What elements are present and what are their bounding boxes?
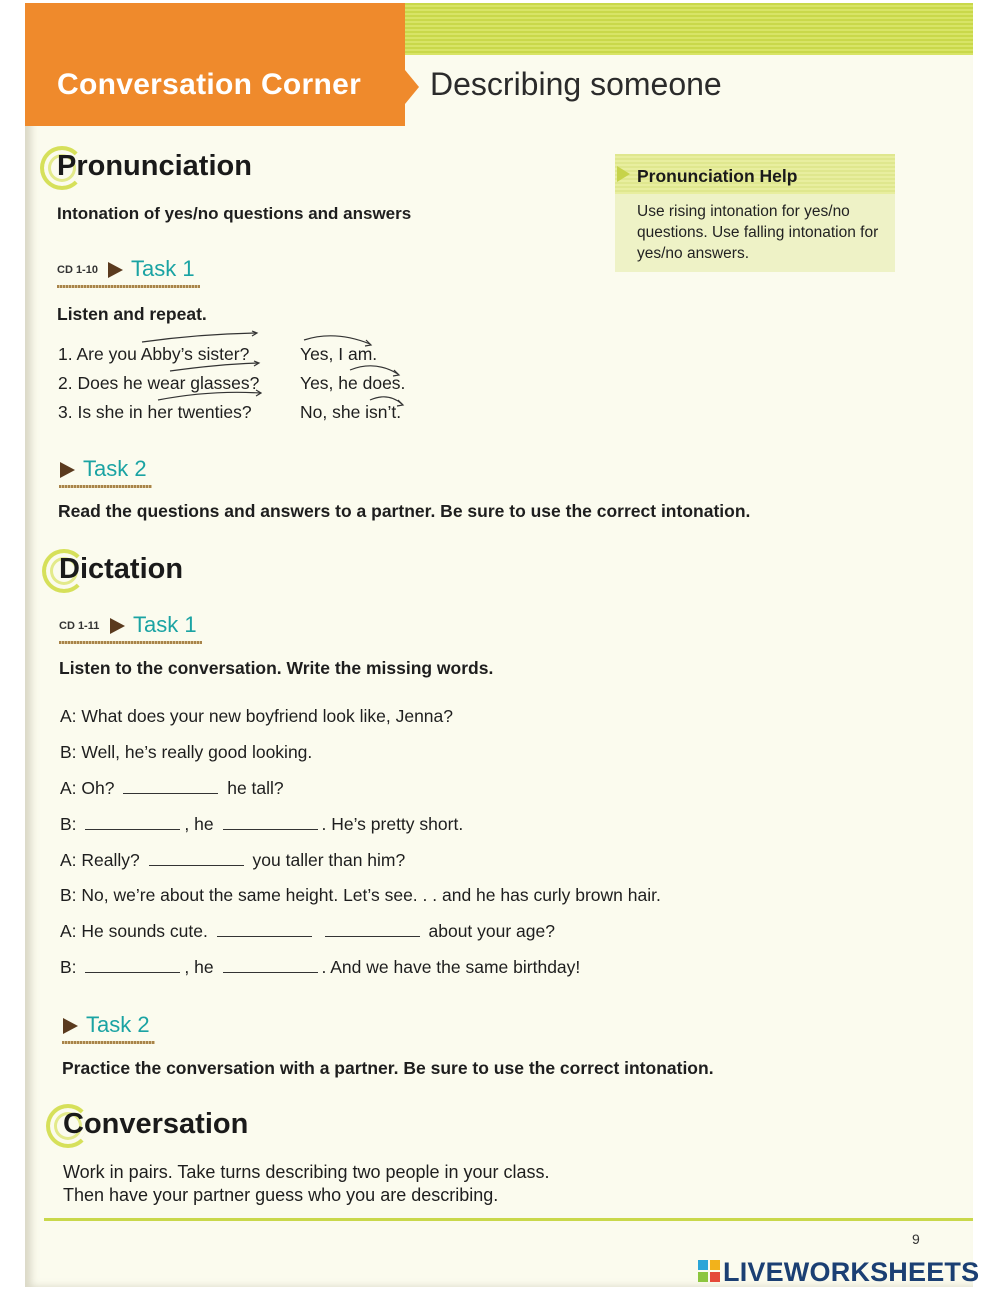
- question-2: 2. Does he wear glasses?: [58, 373, 260, 393]
- logo-grid-icon: [698, 1260, 720, 1282]
- header-arrow-icon: [405, 70, 419, 104]
- intonation-arrows-answers-icon: [300, 330, 410, 420]
- dialogue-line: A: What does your new boyfriend look like, Jenna?: [60, 706, 453, 726]
- liveworksheets-logo: [698, 1256, 994, 1286]
- task-arrow-icon: [60, 462, 75, 478]
- answer-1: Yes, I am.: [300, 344, 378, 364]
- task-arrow-icon: [110, 618, 125, 634]
- answer-blank[interactable]: [325, 922, 420, 937]
- dialogue-text: you taller than him?: [252, 850, 406, 870]
- help-body: Use rising intonation for yes/no questions. Use falling intonation for yes/no answers.: [637, 203, 879, 262]
- page-title: Describing someone: [430, 66, 722, 102]
- dialogue-line: B: No, we’re about the same height. Let’s see. . . and he has curly brown hair.: [60, 885, 661, 905]
- task-2-label: Task 2: [83, 456, 147, 481]
- conversation-line-1: Work in pairs. Take turns describing two people in your class.: [63, 1162, 550, 1182]
- task-2-label: Task 2: [86, 1012, 150, 1037]
- cd-track-label: CD 1-10: [57, 264, 98, 276]
- question-3: 3. Is she in her twenties?: [58, 402, 252, 422]
- dialogue-line: B: Well, he’s really good looking.: [60, 742, 313, 762]
- header-orange-band: [25, 3, 405, 126]
- dialogue-line: [60, 814, 463, 835]
- task-underline: [59, 641, 202, 644]
- brand-name: LIVEWORKSHEETS: [723, 1257, 980, 1287]
- task-instruction: Read the questions and answers to a partner. Be sure to use the correct intonation.: [58, 501, 751, 521]
- dialogue-text: . And we have the same birthday!: [321, 957, 581, 977]
- dialogue-text: A: Oh?: [60, 778, 115, 798]
- answer-2: Yes, he does.: [300, 373, 406, 393]
- answer-blank[interactable]: [123, 779, 218, 794]
- answer-blank[interactable]: [85, 958, 180, 973]
- dialogue-line: [60, 778, 284, 799]
- dialogue-line: [60, 921, 555, 942]
- task-instruction: Practice the conversation with a partner. Be sure to use the correct intonation.: [62, 1058, 714, 1078]
- help-title: Pronunciation Help: [637, 166, 798, 186]
- pronunciation-help-box: [615, 154, 895, 272]
- task-1-label: Task 1: [131, 256, 195, 281]
- conversation-heading: Conversation: [63, 1108, 249, 1140]
- dialogue-text: B:: [60, 814, 77, 834]
- dictation-heading: Dictation: [59, 553, 184, 585]
- answer-blank[interactable]: [149, 851, 244, 866]
- dialogue-line: [60, 850, 405, 871]
- dialogue-text: B:: [60, 957, 77, 977]
- answer-blank[interactable]: [223, 815, 318, 830]
- answer-blank[interactable]: [217, 922, 312, 937]
- task-instruction: Listen and repeat.: [57, 304, 207, 324]
- dialogue-text: . He’s pretty short.: [321, 814, 464, 834]
- dialogue-text: he tall?: [227, 778, 284, 798]
- pronunciation-subheading: Intonation of yes/no questions and answers: [57, 204, 412, 223]
- cd-track-label: CD 1-11: [59, 620, 100, 632]
- task-underline: [57, 285, 200, 288]
- dialogue-text: about your age?: [428, 921, 555, 941]
- question-1: 1. Are you Abby’s sister?: [58, 344, 250, 364]
- answer-3: No, she isn’t.: [300, 402, 402, 422]
- page-number: 9: [912, 1231, 920, 1247]
- pronunciation-heading: Pronunciation: [57, 150, 252, 182]
- task-instruction: Listen to the conversation. Write the missing words.: [59, 658, 494, 678]
- answer-blank[interactable]: [223, 958, 318, 973]
- corner-title: Conversation Corner: [57, 68, 362, 101]
- conversation-line-2: Then have your partner guess who you are describing.: [63, 1185, 499, 1205]
- dialogue-text: , he: [184, 814, 214, 834]
- task-arrow-icon: [63, 1018, 78, 1034]
- task-1-label: Task 1: [133, 612, 197, 637]
- dialogue-line: [60, 957, 580, 978]
- task-underline: [62, 1041, 155, 1044]
- dialogue-text: , he: [184, 957, 214, 977]
- bottom-rule: [44, 1218, 973, 1221]
- header-green-band: [405, 3, 973, 55]
- task-arrow-icon: [108, 262, 123, 278]
- answer-blank[interactable]: [85, 815, 180, 830]
- dialogue-text: A: Really?: [60, 850, 140, 870]
- help-arrow-icon: [617, 166, 630, 182]
- intonation-arrows-icon: [140, 330, 262, 420]
- task-underline: [59, 485, 152, 488]
- dialogue-text: A: He sounds cute.: [60, 921, 208, 941]
